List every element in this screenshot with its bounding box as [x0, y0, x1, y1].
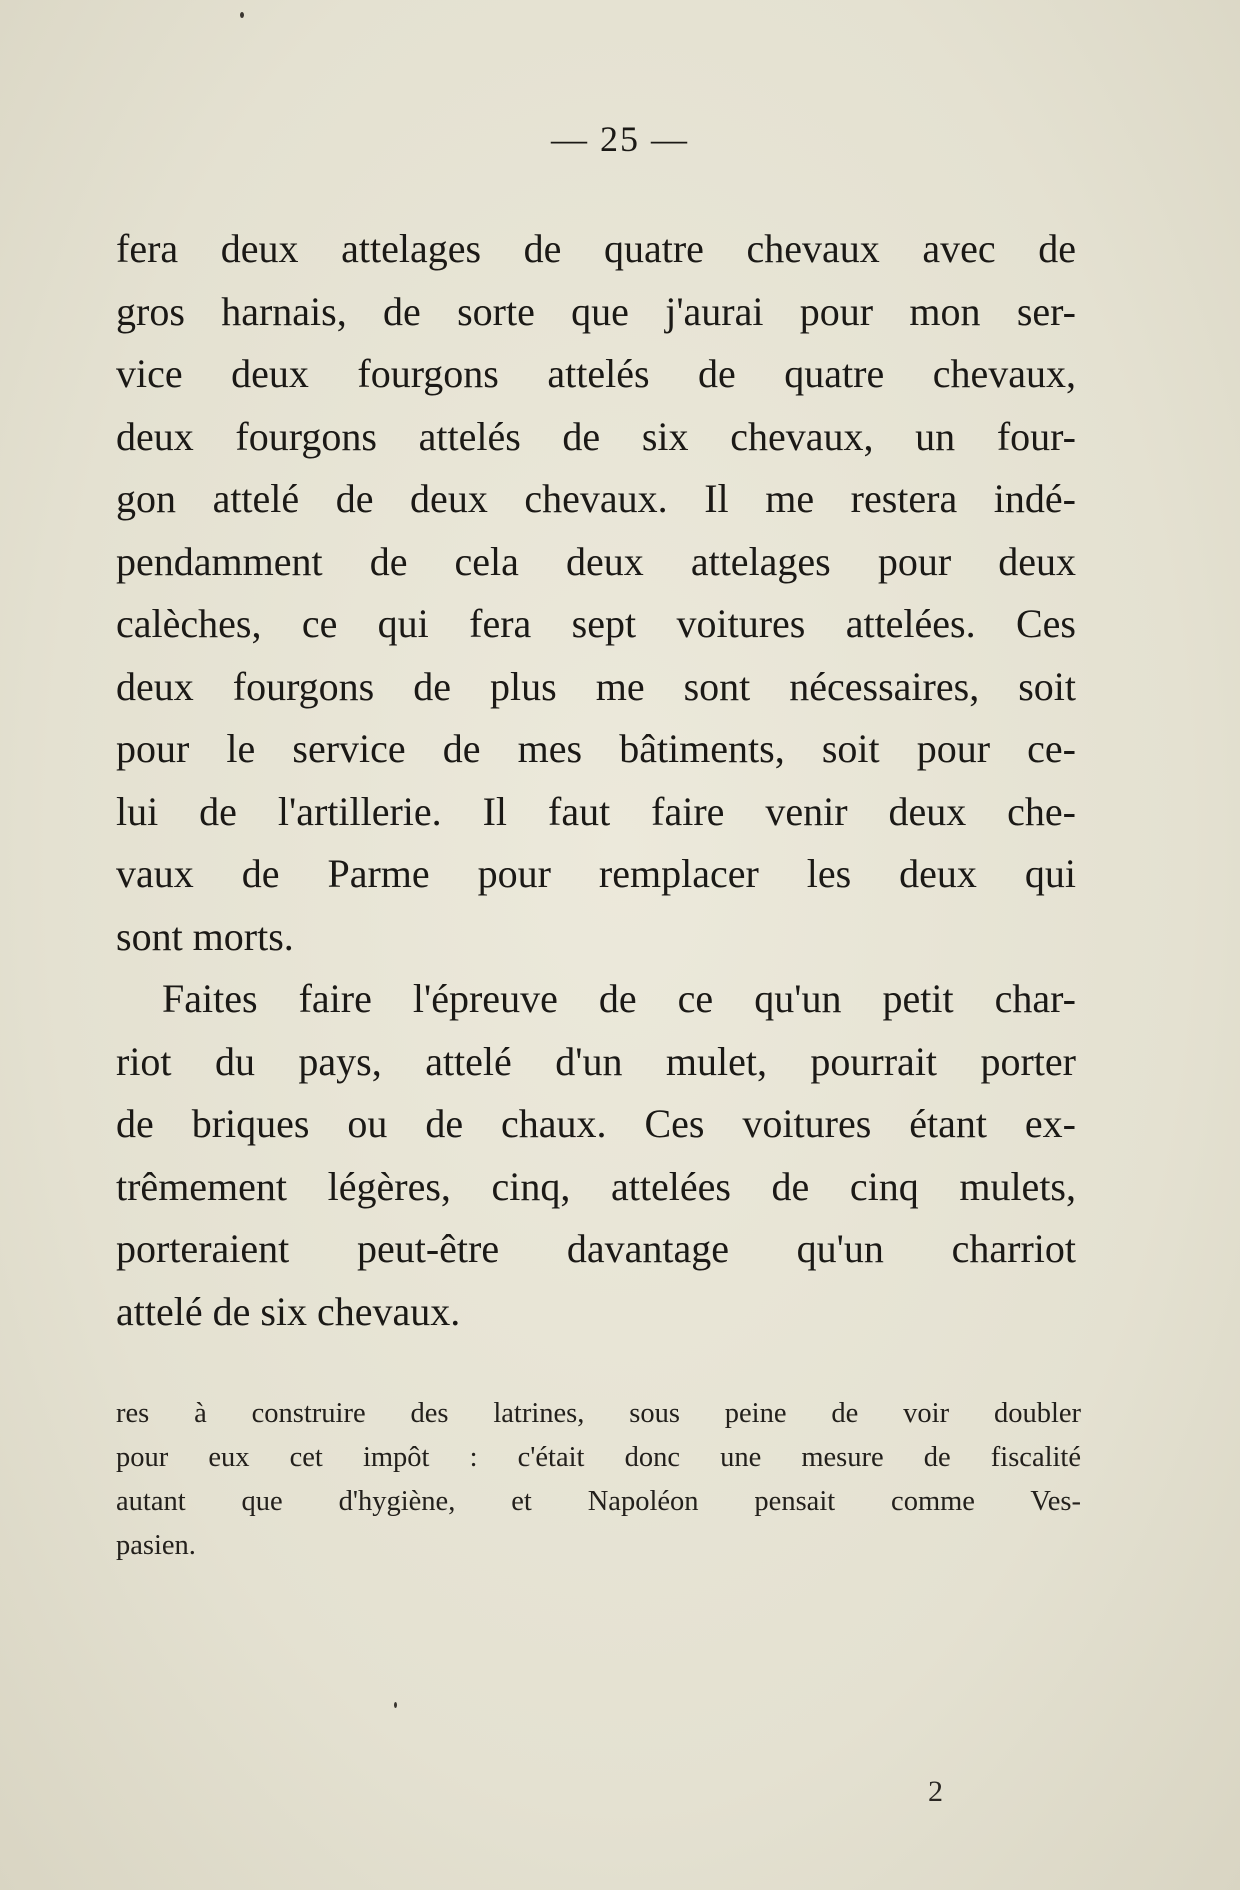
text-line: deux fourgons de plus me sont nécessaires, soit: [116, 663, 1076, 709]
text-line: pendamment de cela deux attelages pour deux: [116, 538, 1076, 584]
text-line: vice deux fourgons attelés de quatre chevaux,: [116, 351, 1076, 396]
paragraph-first-line: Faites faire l'épreuve de ce qu'un petit char-: [162, 976, 1076, 1021]
text-line: vaux de Parme pour remplacer les deux qui: [116, 851, 1076, 896]
text-line: calèches, ce qui fera sept voitures attelées. Ces: [116, 601, 1076, 646]
text-line: porteraient peut-être davantage qu'un charriot: [116, 1226, 1076, 1271]
page-number: — 25 —: [551, 119, 689, 159]
footnote-line: res à construire des latrines, sous peine de voir doubler: [116, 1398, 1081, 1429]
text-line: riot du pays, attelé d'un mulet, pourrait porter: [116, 1038, 1076, 1084]
body-text: [116, 218, 1076, 1343]
text-line: attelé de six chevaux.: [116, 1288, 461, 1334]
signature-mark: 2: [928, 1775, 943, 1808]
text-line: gon attelé de deux chevaux. Il me restera indé-: [116, 476, 1076, 521]
text-line: de briques ou de chaux. Ces voitures étant ex-: [116, 1101, 1076, 1146]
text-line: trêmement légères, cinq, attelées de cinq mulets,: [116, 1163, 1076, 1209]
text-line: gros harnais, de sorte que j'aurai pour mon ser-: [116, 288, 1076, 334]
footnote-line: autant que d'hygiène, et Napoléon pensait comme Ves-: [116, 1486, 1081, 1517]
ink-speck: [394, 1702, 397, 1708]
text-line: sont morts.: [116, 913, 294, 959]
text-line: lui de l'artillerie. Il faut faire venir deux che-: [116, 788, 1076, 834]
ink-speck: [240, 12, 244, 18]
text-line: fera deux attelages de quatre chevaux avec de: [116, 226, 1076, 271]
footnote-line: pasien.: [116, 1530, 196, 1561]
footnote-line: pour eux cet impôt : c'était donc une mesure de fiscalité: [116, 1442, 1081, 1473]
text-line: deux fourgons attelés de six chevaux, un four-: [116, 413, 1076, 459]
footnote: [116, 1392, 1081, 1568]
text-line: pour le service de mes bâtiments, soit pour ce-: [116, 726, 1076, 771]
